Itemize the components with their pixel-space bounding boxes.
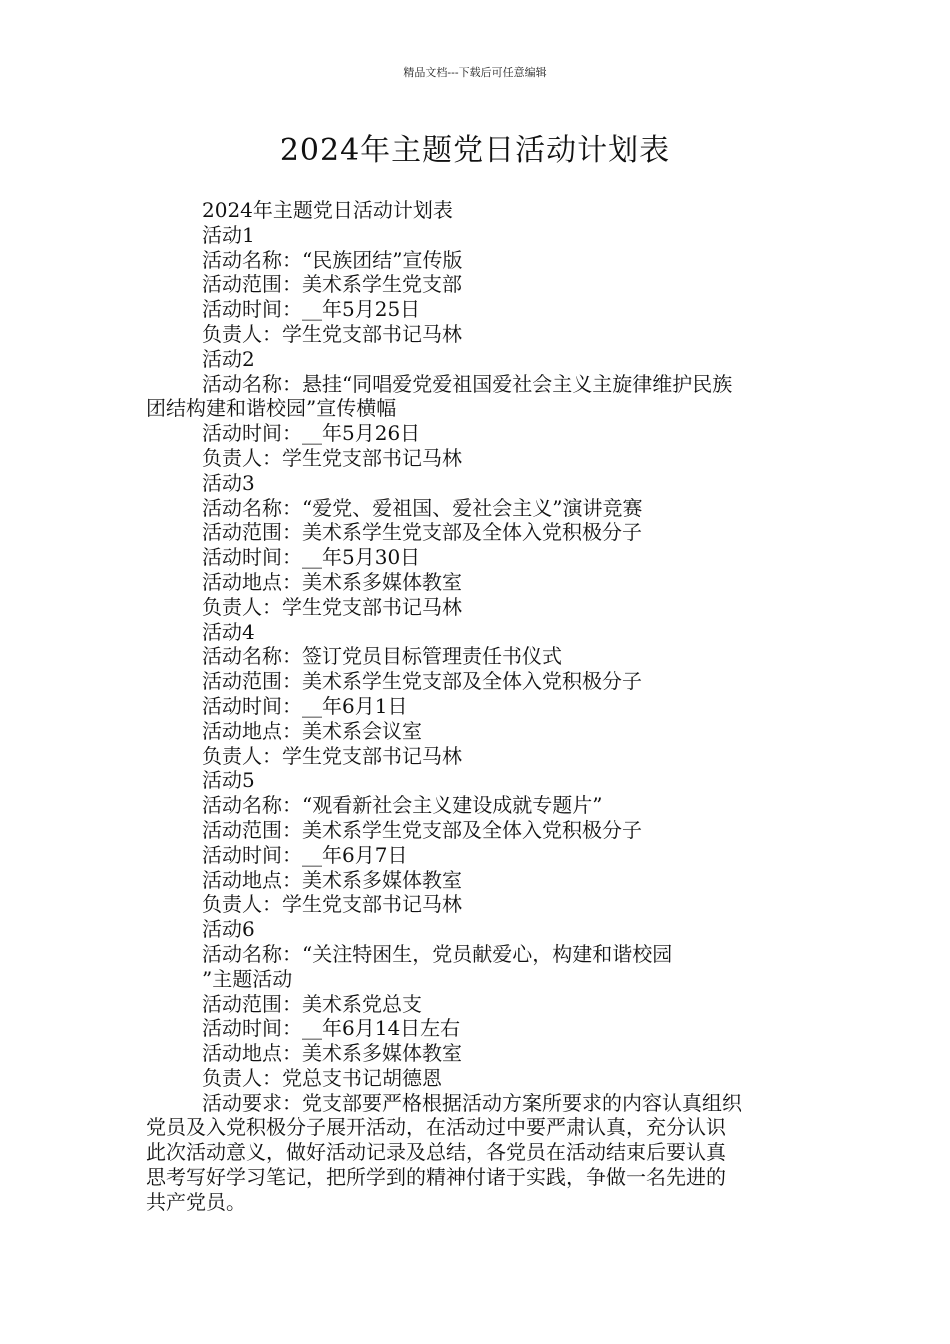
line-activity-4-owner: 负责人：学生党支部书记马林 [202,743,462,768]
line-activity-3-name: 活动名称：“爱党、爱祖国、爱社会主义”演讲竞赛 [202,495,643,520]
document-title: 2024年主题党日活动计划表 [279,133,671,168]
line-activity-1-time: 活动时间：__年5月25日 [202,297,421,322]
line-activity-3-owner: 负责人：学生党支部书记马林 [202,594,462,619]
line-activity-4-name: 活动名称：签订党员目标管理责任书仪式 [202,644,562,669]
line-activity-2-heading: 活动2 [202,346,255,371]
line-doc-title: 2024年主题党日活动计划表 [202,198,453,222]
line-activity-1-scope: 活动范围：美术系学生党支部 [202,272,462,297]
line-requirements: 活动要求：党支部要严格根据活动方案所要求的内容认真组织 [202,1090,742,1115]
line-activity-2-name: 活动名称：悬挂“同唱爱党爱祖国爱社会主义主旋律维护民族 [202,371,733,396]
line-activity-4-scope: 活动范围：美术系学生党支部及全体入党积极分子 [202,669,642,694]
line-activity-4-heading: 活动4 [202,619,255,644]
line-requirements-cont: 此次活动意义，做好活动记录及总结，各党员在活动结束后要认真 [146,1140,726,1165]
line-activity-6-time: 活动时间：__年6月14日左右 [202,1016,461,1041]
line-requirements-cont: 思考写好学习笔记，把所学到的精神付诸于实践，争做一名先进的 [146,1165,726,1190]
line-activity-5-name: 活动名称：“观看新社会主义建设成就专题片” [202,793,603,818]
line-activity-2-time: 活动时间：__年5月26日 [202,421,421,446]
document-body [146,198,810,1215]
line-activity-6-heading: 活动6 [202,917,255,942]
line-activity-6-owner: 负责人：党总支书记胡德恩 [202,1065,442,1090]
line-activity-5-heading: 活动5 [202,768,255,793]
line-activity-5-location: 活动地点：美术系多媒体教室 [202,867,462,892]
line-activity-4-time: 活动时间：__年6月1日 [202,693,408,718]
line-activity-6-scope: 活动范围：美术系党总支 [202,991,422,1016]
line-activity-2-owner: 负责人：学生党支部书记马林 [202,445,462,470]
line-activity-3-scope: 活动范围：美术系学生党支部及全体入党积极分子 [202,520,642,545]
line-activity-6-name: 活动名称：“关注特困生，党员献爱心，构建和谐校园 [202,941,673,966]
line-activity-3-time: 活动时间：__年5月30日 [202,545,421,570]
line-requirements-cont: 党员及入党积极分子展开活动，在活动过中要严肃认真，充分认识 [146,1115,726,1140]
line-activity-1-owner: 负责人：学生党支部书记马林 [202,321,462,346]
line-activity-2-name-cont: 团结构建和谐校园”宣传横幅 [146,396,397,421]
line-activity-5-scope: 活动范围：美术系学生党支部及全体入党积极分子 [202,817,642,842]
line-activity-4-location: 活动地点：美术系会议室 [202,718,422,743]
line-activity-3-location: 活动地点：美术系多媒体教室 [202,569,462,594]
line-activity-3-heading: 活动3 [202,470,255,495]
line-activity-1-heading: 活动1 [202,222,255,247]
line-requirements-end: 共产党员。 [146,1189,246,1214]
line-activity-6-location: 活动地点：美术系多媒体教室 [202,1041,462,1066]
line-activity-6-name-cont: ”主题活动 [202,966,293,991]
page-header: 精品文档---下载后可任意编辑 [403,66,547,79]
line-activity-1-name: 活动名称：“民族团结”宣传版 [202,247,463,272]
line-activity-5-time: 活动时间：__年6月7日 [202,842,408,867]
line-activity-5-owner: 负责人：学生党支部书记马林 [202,892,462,917]
